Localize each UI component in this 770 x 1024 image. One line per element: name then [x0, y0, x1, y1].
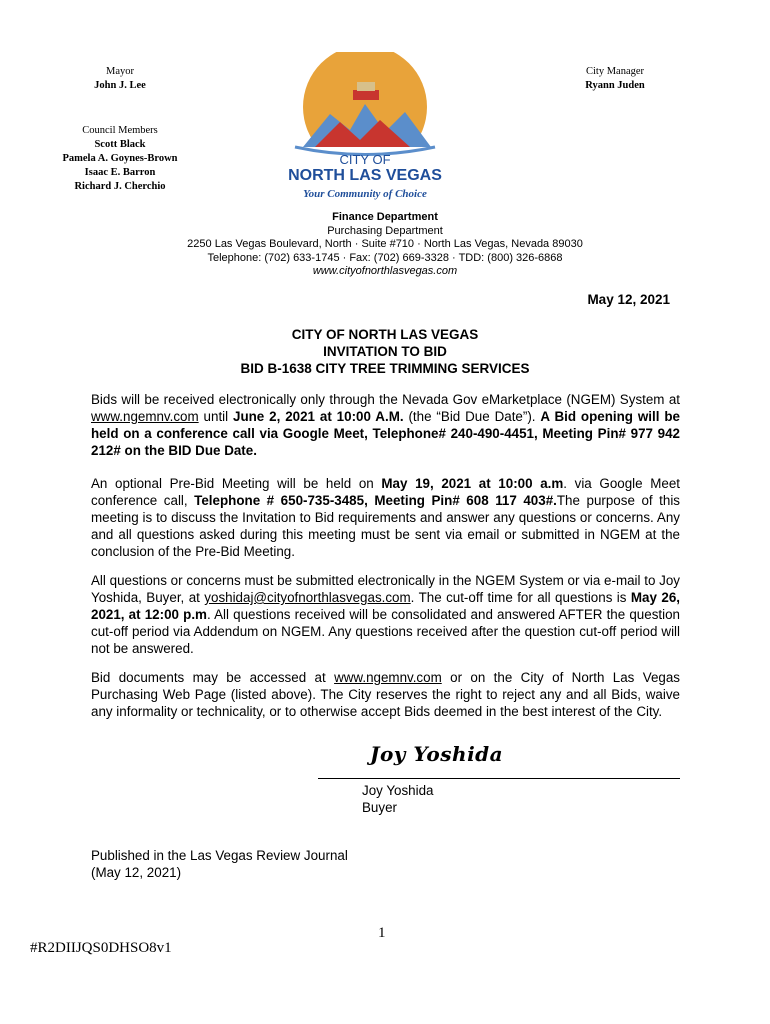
- publication-note: Published in the Las Vegas Review Journal (May 12, 2021): [91, 848, 348, 880]
- title-line: BID B-1638 CITY TREE TRIMMING SERVICES: [240, 361, 530, 376]
- council-members-block: [40, 124, 200, 194]
- council-member: Pamela A. Goynes-Brown: [62, 153, 178, 164]
- signature-line: [318, 778, 680, 779]
- pre-bid-phone: Telephone # 650-735-3485, Meeting Pin# 608 117 403#.: [194, 493, 557, 508]
- mayor-name: John J. Lee: [94, 80, 146, 91]
- paragraph-pre-bid: An optional Pre-Bid Meeting will be held on May 19, 2021 at 10:00 a.m. via Google Meet conference call, Telephone # 650-735-3485, Meeting Pin# 608 117 403#.The purpose of this meeting is to discuss the Invitation to Bid requirements and answer any questions or concerns. Any and all questions asked during this meeting must be sent via email or submitted in NGEM at the conclusion of the Pre-Bid Meeting.: [91, 476, 680, 559]
- letter-date: May 12, 2021: [587, 292, 670, 307]
- ngem-link[interactable]: www.ngemnv.com: [91, 409, 199, 424]
- city-manager-title: City Manager: [585, 66, 645, 77]
- logo-city-of: CITY OF: [339, 152, 391, 167]
- signer-name: Joy Yoshida: [362, 783, 434, 798]
- bid-opening-info: A Bid opening will be held on a conference call via Google Meet, Telephone# 240-490-4451, Meeting Pin# 977 942 212# on the BID Due Date.: [91, 409, 680, 458]
- logo-tagline: Your Community of Choice: [303, 188, 427, 200]
- council-member: Richard J. Cherchio: [74, 181, 166, 192]
- department-website[interactable]: www.cityofnorthlasvegas.com: [312, 265, 458, 277]
- document-titles: [90, 326, 680, 377]
- signature-script: Joy Yoshida: [370, 742, 504, 766]
- council-member: Scott Black: [94, 139, 146, 150]
- signature-block: [362, 782, 433, 816]
- logo-building: [353, 90, 379, 100]
- city-logo: [275, 52, 455, 212]
- question-cutoff: May 26, 2021, at 12:00 p.m: [91, 590, 680, 622]
- signer-title: Buyer: [362, 800, 397, 815]
- council-member: Isaac E. Barron: [84, 167, 156, 178]
- ngem-link[interactable]: www.ngemnv.com: [334, 670, 442, 685]
- department-address: 2250 Las Vegas Boulevard, North · Suite #710 · North Las Vegas, Nevada 89030: [187, 238, 583, 250]
- department-block: [100, 211, 670, 279]
- council-title: Council Members: [82, 125, 158, 136]
- document-id: #R2DIIJQS0DHSO8v1: [30, 940, 172, 956]
- title-line: CITY OF NORTH LAS VEGAS: [291, 327, 479, 342]
- city-manager-name: Ryann Juden: [585, 80, 645, 91]
- mayor-title: Mayor: [106, 66, 134, 77]
- department-division: Purchasing Department: [327, 224, 443, 237]
- buyer-email-link[interactable]: yoshidaj@cityofnorthlasvegas.com: [204, 590, 411, 605]
- bid-due-date: June 2, 2021 at 10:00 A.M.: [233, 409, 404, 424]
- department-phones: Telephone: (702) 633-1745 · Fax: (702) 669-3328 · TDD: (800) 326-6868: [207, 251, 563, 264]
- page-number: 1: [378, 925, 386, 941]
- paragraph-bid-receipt: Bids will be received electronically only through the Nevada Gov eMarketplace (NGEM) System at www.ngemnv.com until June 2, 2021 at 10:00 A.M. (the “Bid Due Date”). A Bid opening will be held on a conference call via Google Meet, Telephone# 240-490-4451, Meeting Pin# 977 942 212# on the BID Due Date.: [91, 392, 680, 458]
- logo-city-name: NORTH LAS VEGAS: [288, 167, 442, 184]
- paragraph-questions: All questions or concerns must be submitted electronically in the NGEM System or via e-mail to Joy Yoshida, Buyer, at yoshidaj@cityofnorthlasvegas.com. The cut-off time for all questions is May 26, 2021, at 12:00 p.m. All questions received will be consolidated and answered AFTER the question cut-off period via Addendum on NGEM. Any questions received after the question cut-off period will not be answered.: [91, 573, 680, 656]
- city-manager-block: [555, 65, 675, 93]
- paragraph-bid-documents: Bid documents may be accessed at www.ngemnv.com or on the City of North Las Vegas Purchasing Web Page (listed above). The City reserves the right to reject any and all Bids, waive any informality or technicality, or to otherwise accept Bids deemed in the best interest of the City.: [91, 670, 680, 719]
- pre-bid-date: May 19, 2021 at 10:00 a.m: [381, 476, 564, 491]
- title-line: INVITATION TO BID: [323, 344, 447, 359]
- department-name: Finance Department: [332, 211, 438, 223]
- mayor-block: [60, 65, 180, 93]
